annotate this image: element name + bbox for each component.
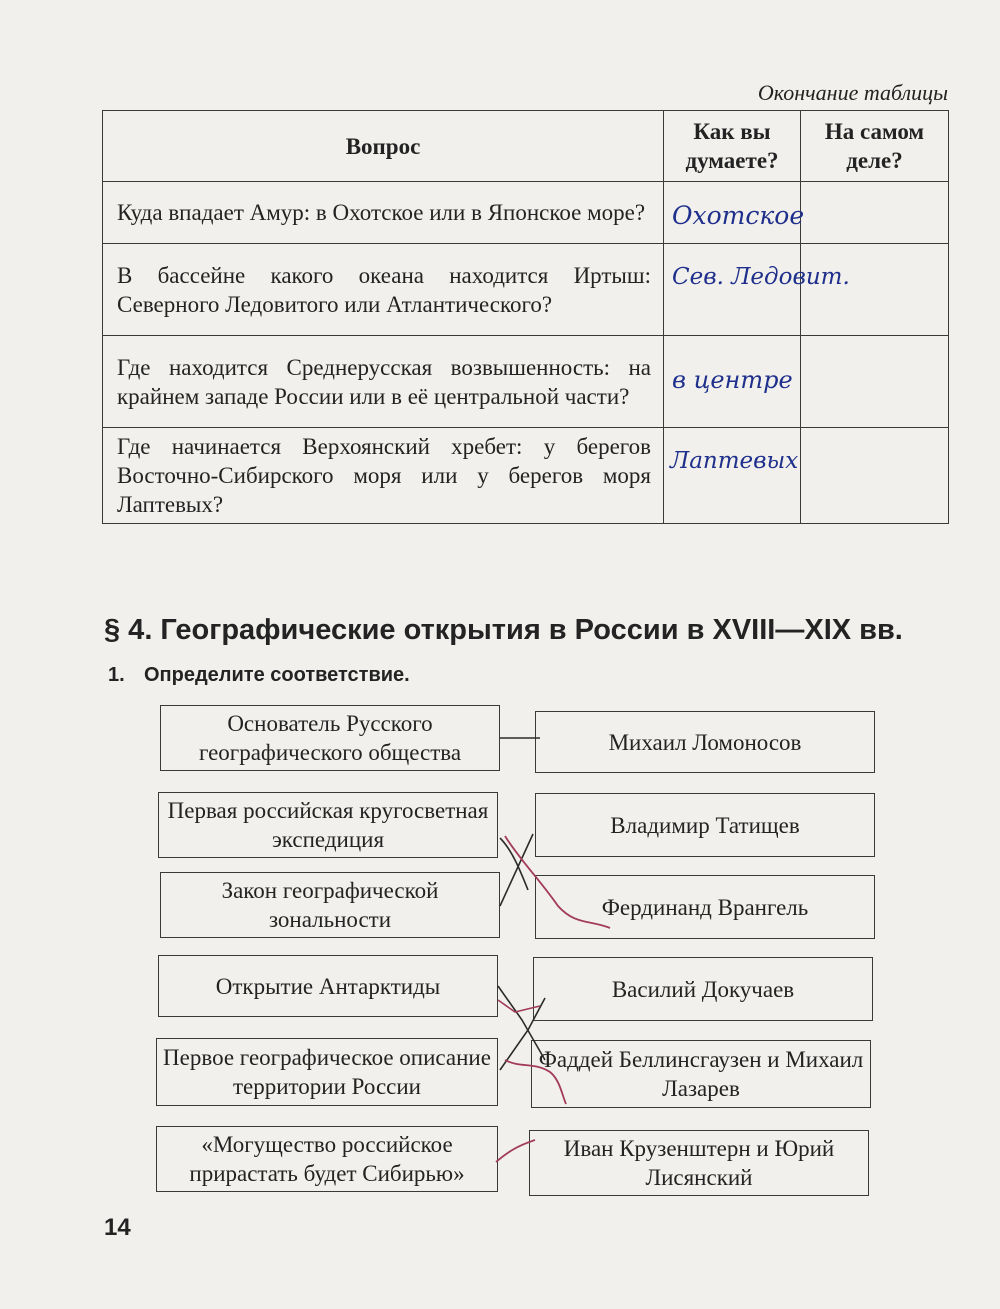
left-item-label: Основатель Русского географического общества	[198, 711, 462, 765]
svg-text:Лаптевых: Лаптевых	[670, 448, 799, 474]
right-item-label: Василий Докучаев	[611, 976, 795, 1002]
header-guess: Как вы думаете?	[664, 111, 801, 182]
table-caption: Окончание таблицы	[757, 80, 948, 105]
right-item-label: Владимир Татищев	[610, 812, 800, 838]
right-item-label: Михаил Ломоносов	[608, 729, 802, 755]
task-number: 1.	[108, 664, 125, 686]
question-cell: Где начинается Верхоянский хребет: у берегов Восточно-Сибирского моря или у берегов моря Лаптевых?	[103, 428, 664, 524]
header-actual: На самом деле?	[801, 111, 949, 182]
right-item-label: Фаддей Беллинсгаузен и Михаил Лазарев	[538, 1047, 864, 1101]
task-text: Определите соответствие.	[144, 664, 410, 686]
svg-text:в центре: в центре	[672, 366, 793, 394]
match-line	[505, 836, 610, 928]
match-line	[496, 1140, 535, 1162]
match-line	[500, 998, 545, 1070]
left-item-label: Закон географической зональности	[221, 878, 439, 932]
page-number: 14	[104, 1214, 131, 1241]
section-title: § 4. Географические открытия в России в XVIII—XIX вв.	[104, 614, 903, 646]
match-line	[498, 1000, 540, 1012]
right-item-label: Фердинанд Врангель	[601, 894, 809, 920]
left-item-label: Первое географическое описание территории России	[163, 1045, 491, 1099]
match-line	[500, 838, 528, 890]
left-item-label: Открытие Антарктиды	[215, 973, 441, 999]
svg-text:Сев. Ледовит.: Сев. Ледовит.	[672, 264, 850, 290]
right-item-label: Иван Крузенштерн и Юрий Лисянский	[563, 1136, 835, 1190]
question-cell: Где находится Среднерусская возвышенность: на крайнем западе России или в её центральной части?	[103, 336, 664, 428]
match-line	[505, 1060, 566, 1104]
svg-text:Охотское: Охотское	[672, 201, 805, 230]
question-cell: В бассейне какого океана находится Иртыш: Северного Ледовитого или Атлантического?	[103, 244, 664, 336]
match-line	[498, 986, 545, 1060]
left-item-label: Первая российская кругосветная экспедиция	[167, 798, 489, 852]
header-question: Вопрос	[103, 111, 664, 182]
left-item-label: «Могущество российское прирастать будет Сибирью»	[189, 1132, 465, 1186]
question-cell: Куда впадает Амур: в Охотское или в Японское море?	[103, 182, 664, 244]
